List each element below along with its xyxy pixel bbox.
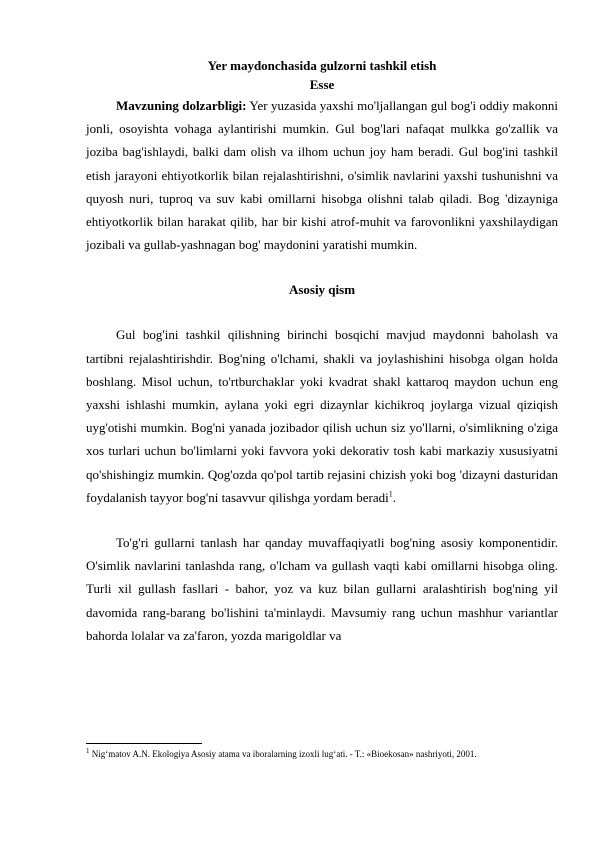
intro-text: Yer yuzasida yaxshi mo'ljallangan gul bog'i oddiy makonni jonli, osoyishta vohaga aylantirishi mumkin. Gul bog'lari nafaqat mulkka go'zallik va joziba bag'ishlaydi, balki dam olish va ilhom uchun joy ham beradi. Gul bog'ini tashkil etish jarayoni ehtiyotkorlik bilan rejalashtirishni, o'simlik navlarini yaxshi tushunishni va quyosh nuri, tuproq va suv kabi omillarni hisobga olishni talab qiladi. Bog 'dizayniga ehtiyotkorlik bilan harakat qilib, har bir kishi atrof-muhit va farovonlikni yaxshilaydigan jozibali va gullab-yashnagan bog' maydonini yaratishi mumkin. (86, 98, 558, 253)
footnote-text: Nig‘matov A.N. Ekologiya Asosiy atama va iboralarning izoxli lug‘ati. - T.: «Bioekosan» nashriyoti, 2001. (89, 749, 477, 759)
document-subtitle: Esse (309, 77, 335, 92)
intro-paragraph (86, 94, 558, 256)
footnote-number: 1 (86, 747, 90, 755)
intro-label: Mavzuning dolzarbligi: (116, 98, 247, 113)
document-title: Yer maydonchasida gulzorni tashkil etish (207, 58, 437, 73)
footnote-separator (86, 743, 202, 744)
footnote (86, 748, 558, 760)
footnote-reference[interactable]: 1 (388, 489, 393, 499)
document-page (86, 56, 558, 647)
para1-end: . (392, 489, 396, 505)
section-heading: Asosiy qism (288, 282, 356, 298)
body-paragraph-1 (86, 323, 558, 509)
para1-text: Gul bog'ini tashkil qilishning birinchi bosqichi mavjud maydonni baholash va tartibni rejalashtirishdir. Bog'ning o'lchami, shakli va joylashishini hisobga olgan holda boshlang. Misol uchun, to'rtburchaklar yoki kvadrat shakl kattaroq maydon uchun eng yaxshi ishlashi mumkin, aylana yoki egri dizaynlar kichikroq joylarga vizual qiziqish uyg'otishi mumkin. Bog'ni yanada jozibador qilish uchun siz yo'llarni, o'simlikning o'ziga xos turlari uchun bo'limlarni yoki favvora yoki dekorativ tosh kabi markaziy xususiyatni qo'shishingiz mumkin. Qog'ozda qo'pol tartib rejasini chizish yoki bog 'dizayni dasturidan foydalanish tayyor bog'ni tasavvur qilishga yordam beradi (86, 327, 558, 505)
body-paragraph-2: To'g'ri gullarni tanlash har qanday muvaffaqiyatli bog'ning asosiy komponentidir. O'simlik navlarini tanlashda rang, o'lcham va gullash vaqti kabi omillarni hisobga oling. Turli xil gullash fasllari - bahor, yoz va kuz bilan gullarni aralashtirish bog'ning yil davomida rang-barang bo'lishini ta'minlaydi. Mavsumiy rang uchun mashhur variantlar bahorda lolalar va za'faron, yozda marigoldlar va (86, 535, 558, 643)
